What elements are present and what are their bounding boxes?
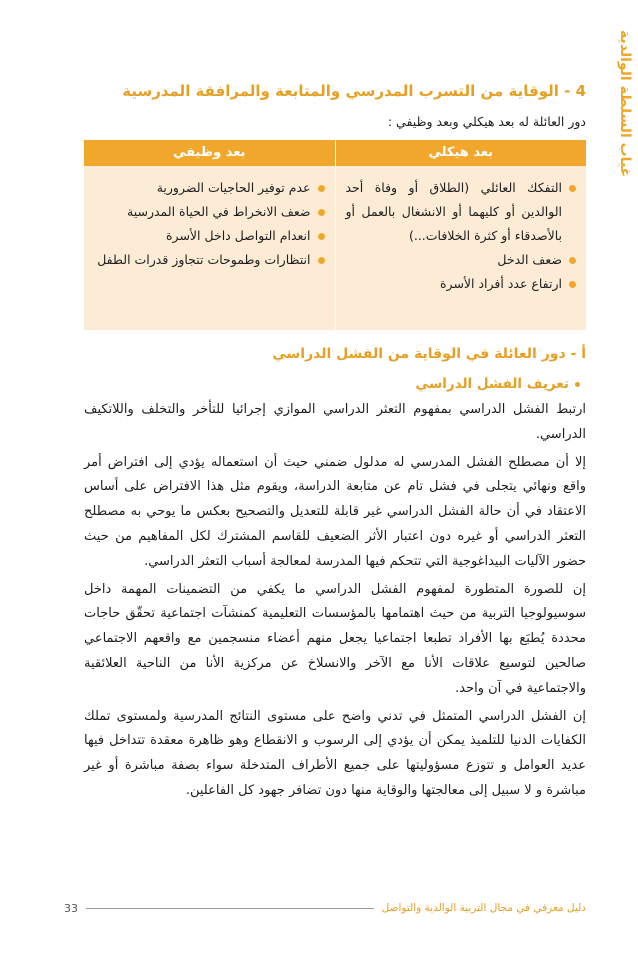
list-item: انعدام التواصل داخل الأسرة [94, 224, 325, 248]
list-item: ضعف الدخل [346, 248, 577, 272]
footer-guide-title: دليل معرفي في مجال التربية الوالدية والتواصل [381, 902, 586, 914]
functional-column [84, 166, 335, 330]
header-functional: بعد وظيفي [173, 145, 246, 160]
table-header [84, 140, 586, 166]
list-item: انتظارات وطموحات تتجاوز قدرات الطفل [94, 248, 325, 272]
page-number: 33 [64, 901, 78, 915]
section-subtitle: دور العائلة له بعد هيكلي وبعد وظيفي : [387, 114, 586, 129]
header-structural: بعد هيكلي [335, 140, 587, 166]
dimensions-table [84, 140, 586, 330]
paragraph: إلا أن مصطلح الفشل المدرسي له مدلول ضمني حيث أن استعماله يؤدي إلى افتراض أمر واقع ونهائي يتجلى في فشل تام عن متابعة الدراسة، ويقوم مثل هذا الافتراض على أساس الاعتقاد في أن حالة الفشل الدراسي غير قابلة للتعديل والتصحيح بعكس ما يوحي به مصطلح التعثر الدراسي أو غيره دون اعتبار الأثر الضعيف للقاسم المشترك لكل المفاهيم من حيث حضور الآليات البيداغوجية التي تتحكم فيها المدرسة لمعالجة أسباب التعثر الدراسي. [84, 454, 586, 569]
definition-heading [84, 376, 580, 392]
side-bar [608, 0, 638, 960]
list-item: ضعف الانخراط في الحياة المدرسية [94, 200, 325, 224]
paragraph: ارتبط الفشل الدراسي بمفهوم التعثر الدراسي الموازي إجرائيا للتأخر والتخلف واللاتكيف الدراسي. [84, 402, 586, 442]
structural-column [335, 166, 587, 330]
section-title: 4 - الوقاية من التسرب المدرسي والمتابعة والمرافقة المدرسية [122, 82, 586, 100]
subsection-title: أ - دور العائلة في الوقاية من الفشل الدراسي [272, 346, 586, 362]
page-footer [64, 900, 586, 916]
list-item: ارتفاع عدد أفراد الأسرة [346, 272, 577, 296]
paragraph: إن الفشل الدراسي المتمثل في تدني واضح على مستوى النتائج المدرسية ولمستوى تملك الكفايات الدنيا للتلميذ يمكن أن يؤدي إلى الرسوب و الانقطاع وهو ظاهرة معقدة تتداخل فيها عديد العوامل و تتوزع مسؤوليتها على جميع الأطراف المتدخلة سواء بصفة مباشرة أو غير مباشرة و لا سبيل إلى معالجتها والوقاية منها دون تضافر جهود كل الفاعلين. [84, 708, 586, 798]
definition-heading-text: تعريف الفشل الدراسي [415, 376, 569, 392]
bullet-icon [575, 382, 580, 387]
list-item: التفكك العائلي (الطلاق أو وفاة أحد الوالدين أو كليهما أو الانشغال بالعمل أو بالأصدقاء أو كثرة الخلافات...) [346, 176, 577, 248]
chapter-side-title: غياب السلطة الوالدية [617, 30, 633, 178]
paragraph: إن للصورة المتطورة لمفهوم الفشل الدراسي ما يكفي من التضمينات المهمة داخل سوسيولوجيا التربية من حيث اهتمامها بالمؤسسات التعليمية كمنشآت اجتماعية تحقّق حاجات محددة يُطبَع بها الأفراد تطبعا اجتماعيا يجعل منهم أعضاء منسجمين مع واقعهم الاجتماعي صالحين لتوسيع علاقات الأنا مع الآخر والانسلاخ عن مركزية الأنا من الناحية العلائقية والاجتماعية في آن واحد. [84, 581, 586, 696]
list-item: عدم توفير الحاجيات الضرورية [94, 176, 325, 200]
table-body [84, 166, 586, 330]
body-text [84, 398, 586, 807]
footer-rule [86, 908, 374, 909]
